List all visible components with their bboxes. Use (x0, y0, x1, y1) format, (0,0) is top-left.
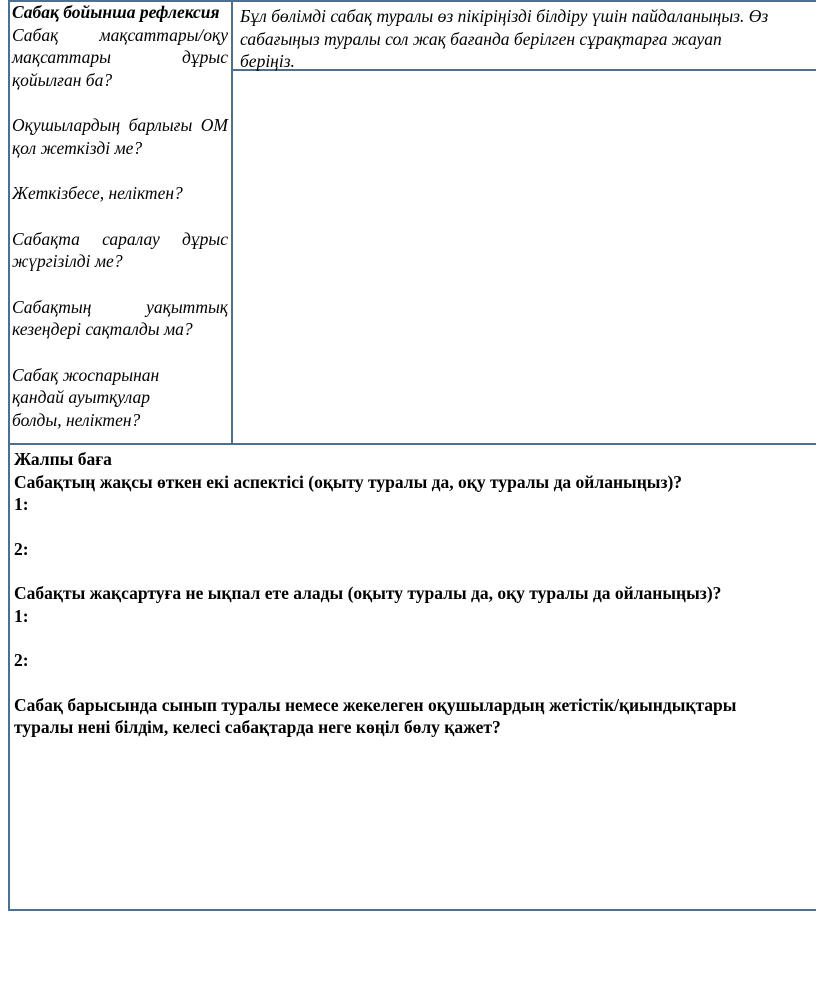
question-differentiation: Сабақта саралау дұрыс жүргізілді ме? (12, 228, 228, 271)
question-achievement: Оқушылардың барлығы ОМ қол жеткізді ме? (12, 115, 228, 158)
q2-item-1: 1: (14, 605, 29, 626)
question-why-not: Жеткізбесе, неліктен? (12, 183, 183, 203)
question-goals: Сабақ мақсаттары/оқу мақсаттары дұрыс қойылған ба? (12, 24, 228, 90)
q2-item-2: 2: (14, 650, 29, 670)
overall-heading: Жалпы баға (14, 449, 112, 469)
column-divider (231, 0, 233, 444)
overall-question-3: Сабақ барысында сынып туралы немесе жекелеген оқушылардың жетістік/қиындықтары (14, 694, 737, 715)
overall-assessment-cell (14, 448, 816, 739)
question-timing: Сабақтың уақыттық кезеңдері сақталды ма? (12, 296, 228, 339)
reflection-questions-cell (12, 1, 228, 431)
overall-question-1: Сабақтың жақсы өткен екі аспектісі (оқыту туралы да, оқу туралы да ойланыңыз)? (14, 471, 683, 492)
overall-question-2: Сабақты жақсартуға не ықпал ете алады (оқыту туралы да, оқу туралы да ойланыңыз)? (14, 583, 722, 603)
instruction-line: беріңіз. (240, 51, 295, 71)
q1-item-2: 2: (14, 538, 29, 559)
instruction-line: сабағыңыз туралы сол жақ бағанда берілген сұрақтарға жауап (240, 28, 722, 49)
instruction-line: Бұл бөлімді сабақ туралы өз пікіріңізді білдіру үшін пайдаланыңыз. Өз (240, 6, 769, 26)
reflection-title: Сабақ бойынша рефлексия (12, 2, 220, 22)
reflection-instruction-cell (240, 5, 816, 73)
question-deviations: Сабақ жоспарынан қандай ауытқулар болды, неліктен? (12, 364, 160, 430)
reflection-table (8, 0, 816, 912)
row-divider (8, 443, 816, 445)
overall-question-3-cont: туралы нені білдім, келесі сабақтарда неге көңіл бөлу қажет? (14, 717, 501, 737)
q1-item-1: 1: (14, 494, 29, 514)
